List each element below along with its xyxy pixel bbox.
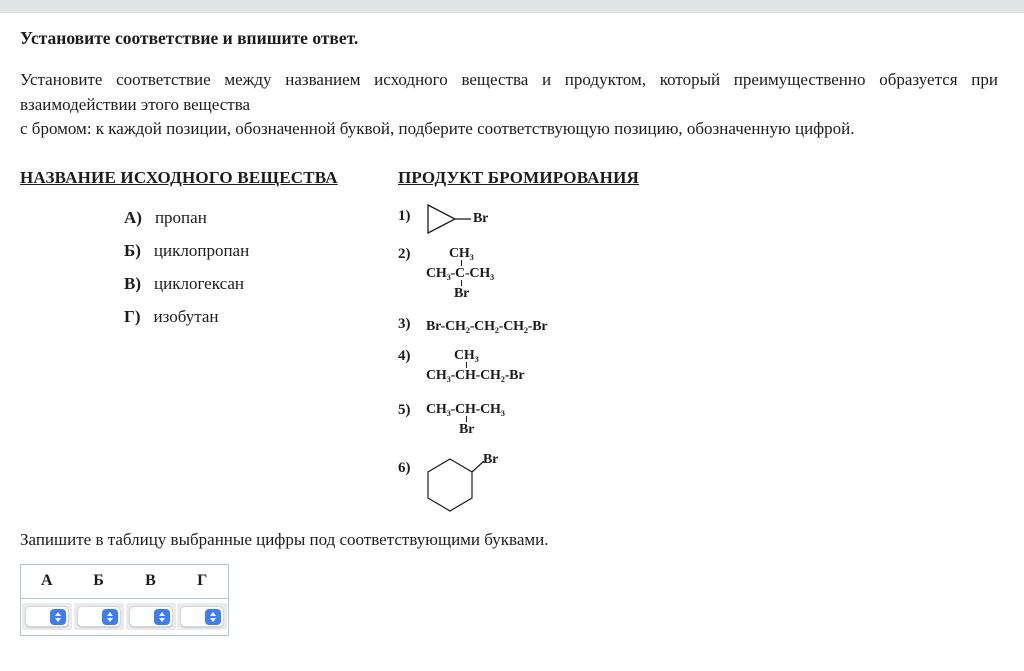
chevron-up-icon: [159, 612, 165, 616]
matching-section: [20, 168, 998, 517]
substance-row-b: [124, 241, 398, 260]
select-pill: [25, 606, 69, 627]
chain-formula: Br-CH₂-CH₂-CH₂-Br: [426, 318, 548, 334]
left-column-header: НАЗВАНИЕ ИСХОДНОГО ВЕЩЕСТВА: [20, 167, 338, 187]
select-pill: [180, 606, 224, 627]
answer-instruction: Запишите в таблицу выбранные цифры под соответствующими буквами.: [20, 529, 549, 549]
structure-6-figure: [426, 451, 536, 517]
structure-3-figure: [426, 316, 547, 335]
answer-table: [20, 564, 229, 636]
main-content: [0, 28, 1024, 636]
top-bar: [0, 0, 1024, 13]
substance-letter: А): [124, 207, 142, 227]
product-row-5: [398, 402, 998, 436]
answer-cell-a: [21, 598, 73, 635]
structure-4-figure: [426, 348, 524, 382]
answer-select-v[interactable]: [126, 603, 176, 630]
substances-column: [20, 168, 398, 340]
structure-2-figure: [426, 246, 494, 300]
intro-paragraph: [20, 68, 998, 142]
answer-header-row: [21, 564, 229, 598]
substance-letter: Г): [124, 306, 141, 326]
substances-list: [124, 208, 398, 326]
br-label: Br: [459, 421, 475, 437]
chevron-down-icon: [55, 618, 61, 622]
ch3-top-label: CH₃: [449, 245, 474, 261]
structure-1-figure: [426, 202, 488, 236]
chevron-up-icon: [107, 612, 113, 616]
chevron-up-icon: [210, 612, 216, 616]
answer-cell-g: [177, 598, 229, 635]
right-column-header: ПРОДУКТ БРОМИРОВАНИЯ: [398, 167, 639, 187]
answer-col-header-a: А: [21, 564, 73, 598]
select-pill: [77, 606, 121, 627]
structure-5-figure: [426, 402, 505, 436]
substance-row-g: [124, 307, 398, 326]
substance-row-v: [124, 274, 398, 293]
product-number: 6): [398, 459, 411, 476]
answer-col-header-v: В: [125, 564, 177, 598]
substance-name: пропан: [154, 207, 207, 227]
product-number: 4): [398, 347, 411, 364]
br-label: Br: [473, 210, 489, 226]
product-row-1: [398, 202, 998, 236]
product-row-2: [398, 246, 998, 300]
br-label: Br: [454, 285, 470, 301]
substance-name: циклопропан: [153, 240, 250, 260]
select-pill: [129, 606, 173, 627]
chevron-down-icon: [210, 618, 216, 622]
substance-name: циклогексан: [154, 273, 244, 293]
products-list: [398, 202, 998, 517]
substance-name: изобутан: [153, 306, 219, 326]
answer-select-g[interactable]: [177, 603, 227, 630]
ch3-top-label: CH₃: [454, 347, 479, 363]
cyclohexane-ring-icon: [426, 457, 488, 513]
select-stepper-icon: [50, 609, 66, 625]
product-number: 1): [398, 207, 411, 224]
chevron-down-icon: [107, 618, 113, 622]
chain-formula: CH₃-CH-CH₂-Br: [426, 367, 525, 383]
product-row-4: [398, 348, 998, 382]
select-stepper-icon: [102, 609, 118, 625]
answer-col-header-b: Б: [73, 564, 125, 598]
chevron-down-icon: [159, 618, 165, 622]
intro-text-part2: с бромом: к каждой позиции, обозначенной буквой, подберите соответствующую позицию, обозначенную цифрой.: [20, 119, 855, 138]
product-row-3: [398, 316, 998, 335]
answer-col-header-g: Г: [177, 564, 229, 598]
chain-formula: CH₃-C-CH₃: [426, 265, 495, 281]
select-stepper-icon: [205, 609, 221, 625]
answer-select-a[interactable]: [22, 603, 72, 630]
br-label: Br: [483, 451, 499, 467]
substance-letter: В): [124, 273, 141, 293]
page-title: Установите соответствие и впишите ответ.: [20, 28, 359, 48]
answer-cell-b: [73, 598, 125, 635]
product-row-6: [398, 451, 998, 517]
cyclopropane-ring-icon: [426, 202, 472, 236]
substance-row-a: [124, 208, 398, 227]
substance-letter: Б): [124, 240, 141, 260]
answer-input-row: [21, 598, 229, 635]
chevron-up-icon: [55, 612, 61, 616]
products-column: [398, 168, 998, 517]
product-number: 3): [398, 315, 411, 332]
answer-cell-v: [125, 598, 177, 635]
product-number: 2): [398, 245, 411, 262]
select-stepper-icon: [154, 609, 170, 625]
answer-select-b[interactable]: [74, 603, 124, 630]
intro-text-part1: Установите соответствие между названием исходного вещества и продуктом, который преимущественно образуется при взаимодействии этого вещества: [20, 70, 998, 114]
chain-formula: CH₃-CH-CH₃: [426, 401, 505, 417]
product-number: 5): [398, 401, 411, 418]
